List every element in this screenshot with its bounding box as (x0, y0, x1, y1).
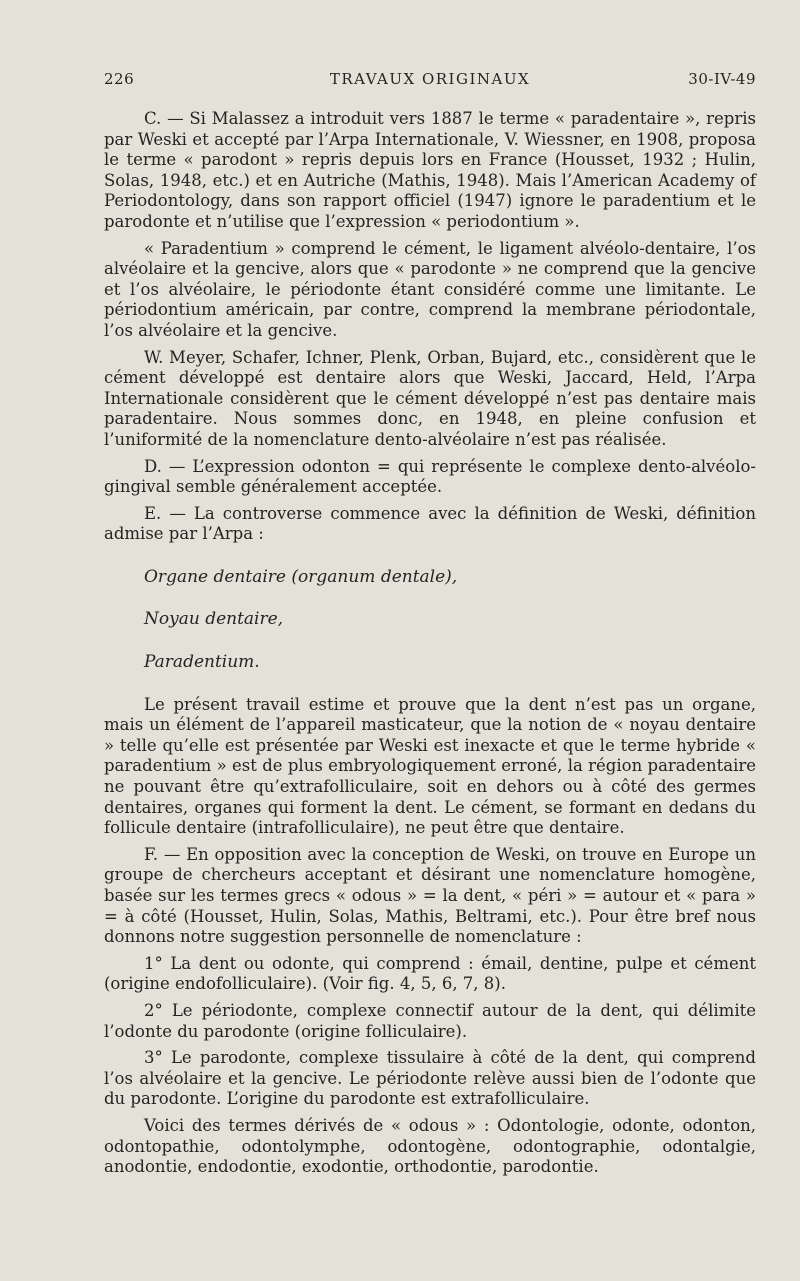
paragraph-f: F. — En opposition avec la conception de Weski, on trouve en Europe un groupe de chercheurs acceptant et désirant une nomenclature homogène, basée sur les termes grecs « odous » = la dent, « péri » = autour et « para » = à côté (Housset, Hulin, Solas, Mathis, Beltrami, etc.). Pour être bref nous donnons notre suggestion personnelle de nomenclature : (104, 844, 756, 947)
paragraph-paradentium: « Paradentium » comprend le cément, le ligament alvéolo-dentaire, l’os alvéolaire et la gencive, alors que « parodonte » ne comprend que la gencive et l’os alvéolaire, le périodonte étant considéré comme une limitante. Le périodontium américain, par contre, comprend la membrane périodontale, l’os alvéolaire et la gencive. (104, 238, 756, 340)
article-body (104, 109, 756, 1178)
weski-term-organe: Organe dentaire (organum dentale), (144, 566, 458, 587)
paragraph-derived-terms: Voici des termes dérivés de « odous » : Odontologie, odonte, odonton, odontopathie, odontolymphe, odontogène, odontographie, odontalgie, anodontie, endodontie, exodontie, orthodontie, parodontie. (104, 1115, 756, 1177)
paragraph-c: C. — Si Malassez a introduit vers 1887 le terme « paradentaire », repris par Weski et accepté par l’Arpa Internationale, V. Wiessner, en 1908, proposa le terme « parodont » repris depuis lors en France (Housset, 1932 ; Hulin, Solas, 1948, etc.) et en Autriche (Mathis, 1948). Mais l’American Academy of Periodontology, dans son rapport officiel (1947) ignore le paradentium et le parodonte et n’utilise que l’expression « periodontium ». (104, 109, 756, 231)
paragraph-present: Le présent travail estime et prouve que la dent n’est pas un organe, mais un élément de l’appareil masticateur, que la notion de « noyau dentaire » telle qu’elle est présentée par Weski est inexacte et que le terme hybride « paradentium » est de plus embryologiquement erroné, la région paradentaire ne pouvant être qu’extrafolliculaire, soit en dehors ou à côté des germes dentaires, organes qui forment la dent. Le cément, se formant en dedans du follicule dentaire (intrafolliculaire), ne peut être que dentaire. (104, 694, 756, 838)
paragraph-d: D. — L’expression odonton = qui représente le complexe dento-alvéolo-gingival semble généralement acceptée. (104, 456, 756, 497)
list-item-periodonte: 2° Le périodonte, complexe connectif autour de la dent, qui délimite l’odonte du parodonte (origine folliculaire). (104, 1000, 756, 1041)
paragraph-w: W. Meyer, Schafer, Ichner, Plenk, Orban, Bujard, etc., considèrent que le cément développé est dentaire alors que Weski, Jaccard, Held, l’Arpa Internationale considèrent que le cément développé n’est pas dentaire mais paradentaire. Nous sommes donc, en 1948, en pleine confusion et l’uniformité de la nomenclature dento-alvéolaire n’est pas réalisée. (104, 347, 756, 449)
running-title: TRAVAUX ORIGINAUX (329, 70, 531, 88)
paragraph-e: E. — La controverse commence avec la définition de Weski, définition admise par l’Arpa : (104, 503, 756, 544)
page-number: 226 (104, 70, 135, 88)
weski-term-paradentium: Paradentium. (144, 652, 260, 673)
list-item-odonte: 1° La dent ou odonte, qui comprend : émail, dentine, pulpe et cément (origine endofolliculaire). (Voir fig. 4, 5, 6, 7, 8). (104, 953, 756, 994)
list-item-parodonte: 3° Le parodonte, complexe tissulaire à côté de la dent, qui comprend l’os alvéolaire et la gencive. Le périodonte relève aussi bien de l’odonte que du parodonte. L’origine du parodonte est extrafolliculaire. (104, 1048, 756, 1109)
weski-term-noyau: Noyau dentaire, (144, 609, 284, 630)
running-header (104, 70, 756, 92)
issue-date: 30-IV-49 (688, 70, 756, 88)
